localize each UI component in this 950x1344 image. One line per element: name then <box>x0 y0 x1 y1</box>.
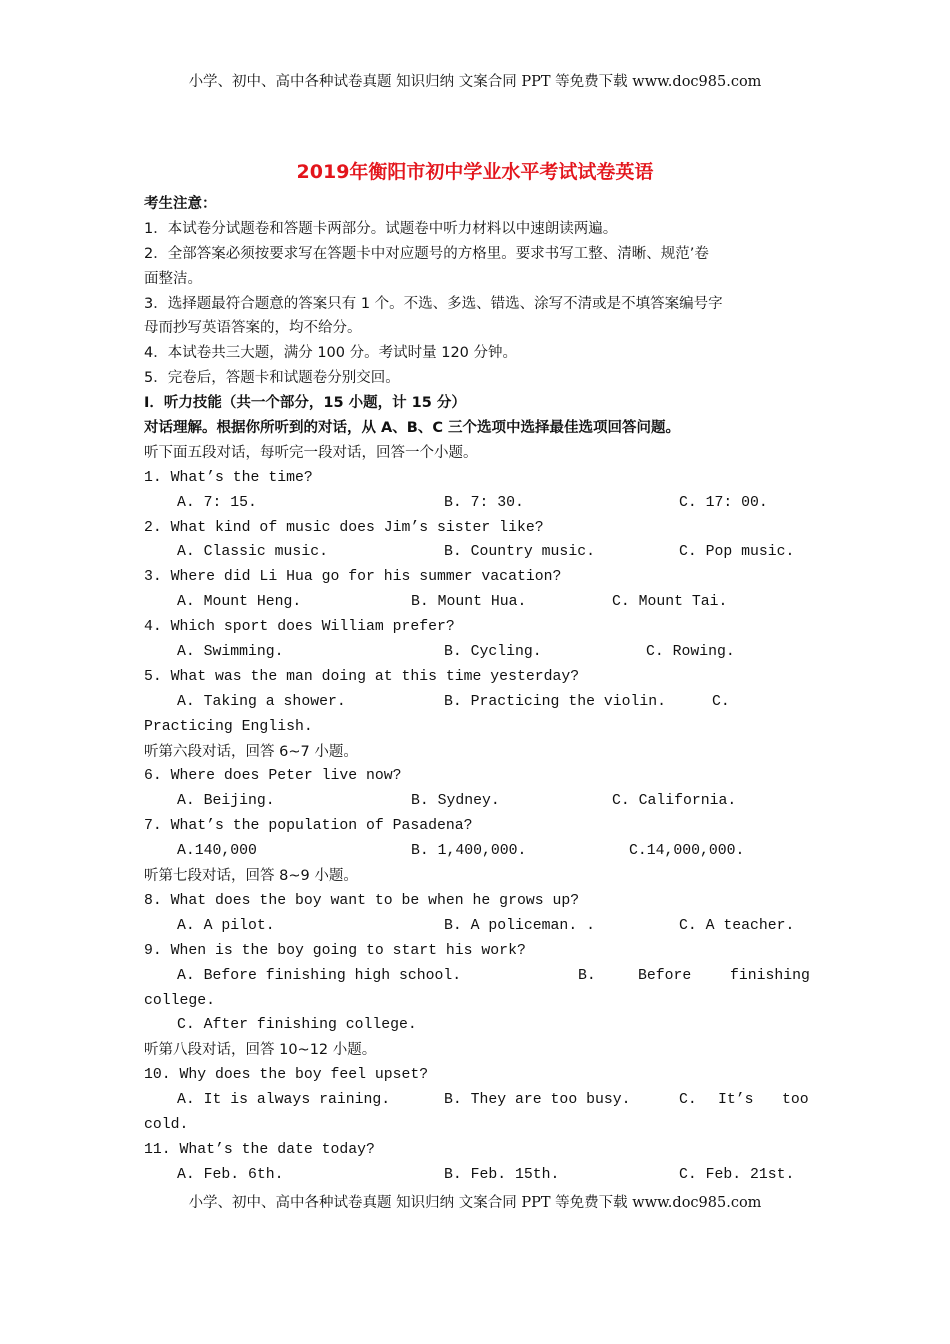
option-b: B. Feb. 15th. <box>444 1166 560 1183</box>
option-c: C. Rowing. <box>646 644 735 661</box>
options-11 <box>144 1163 812 1188</box>
notice-item-3: 3．选择题最符合题意的答案只有 1 个。不选、多选、错选、涂写不清或是不填答案编号字 <box>144 295 723 312</box>
option-c-word-2: It’s <box>718 1092 754 1109</box>
option-c: C. Feb. 21st. <box>679 1166 795 1183</box>
section-title: I．听力技能（共一个部分，15 小题，计 15 分） <box>144 395 466 412</box>
option-b: B. 7: 30. <box>444 494 524 511</box>
question-9: 9. When is the boy going to start his work? <box>144 942 526 959</box>
option-a: A. Mount Heng. <box>177 594 302 611</box>
option-b-continued: college. <box>144 992 216 1009</box>
option-a: A. Beijing. <box>177 793 275 810</box>
option-b-word-3: finishing <box>730 967 810 984</box>
option-c-word-1: C. <box>679 1092 697 1109</box>
page-footer: 小学、初中、高中各种试卷真题 知识归纳 文案合同 PPT 等免费下载 www.doc985.com <box>188 1195 762 1211</box>
option-c: C. <box>712 693 730 710</box>
notice-item-4: 4．本试卷共三大题，满分 100 分。考试时量 120 分钟。 <box>144 345 518 362</box>
question-4: 4. Which sport does William prefer? <box>144 619 455 636</box>
option-b: B. A policeman. . <box>444 917 595 934</box>
section-instruction: 对话理解。根据你所听到的对话，从 A、B、C 三个选项中选择最佳选项回答问题。 <box>144 420 681 437</box>
option-b: B. 1,400,000. <box>411 843 527 860</box>
options-5 <box>144 690 812 715</box>
option-b: B. Country music. <box>444 544 595 561</box>
option-c: C. Pop music. <box>679 544 795 561</box>
question-5: 5. What was the man doing at this time yesterday? <box>144 668 580 685</box>
option-c: C. 17: 00. <box>679 494 768 511</box>
option-c-word-3: too <box>782 1092 809 1109</box>
options-1 <box>144 491 812 516</box>
option-b: B. Mount Hua. <box>411 594 527 611</box>
options-10 <box>144 1088 812 1113</box>
question-7: 7. What’s the population of Pasadena? <box>144 818 473 835</box>
option-a: A. Feb. 6th. <box>177 1166 284 1183</box>
option-b: B. Practicing the violin. <box>444 693 666 710</box>
notice-item-1: 1．本试卷分试题卷和答题卡两部分。试题卷中听力材料以中速朗读两遍。 <box>144 220 618 237</box>
option-c: C. Mount Tai. <box>612 594 728 611</box>
option-c-continued: cold. <box>144 1116 189 1133</box>
options-7 <box>144 839 812 864</box>
sub-instruction-4: 听第八段对话，回答 10~12 小题。 <box>144 1042 377 1059</box>
option-a: A. 7: 15. <box>177 494 257 511</box>
option-b-word-2: Before <box>638 967 692 984</box>
notice-item-2-cont: 面整洁。 <box>144 270 202 287</box>
notice-item-3-cont: 母而抄写英语答案的，均不给分。 <box>144 320 362 337</box>
option-a: A. Swimming. <box>177 644 284 661</box>
option-a: A. Taking a shower. <box>177 693 346 710</box>
options-2 <box>144 540 812 565</box>
options-4 <box>144 640 812 665</box>
option-a: A. Before finishing high school. <box>177 967 462 984</box>
option-a: A. Classic music. <box>177 544 328 561</box>
option-b: B. Cycling. <box>444 644 542 661</box>
question-8: 8. What does the boy want to be when he grows up? <box>144 892 580 909</box>
exam-content <box>144 192 812 1188</box>
page-title: 2019年衡阳市初中学业水平考试试卷英语 <box>296 161 654 183</box>
notice-item-5: 5．完卷后，答题卡和试题卷分别交回。 <box>144 370 400 387</box>
option-c: C.14,000,000. <box>629 843 745 860</box>
option-c: C. After finishing college. <box>177 1017 417 1034</box>
question-11: 11. What’s the date today? <box>144 1141 375 1158</box>
question-2: 2. What kind of music does Jim’s sister like? <box>144 519 544 536</box>
sub-instruction-3: 听第七段对话，回答 8~9 小题。 <box>144 868 358 885</box>
sub-instruction-2: 听第六段对话，回答 6~7 小题。 <box>144 743 358 760</box>
option-a: A. A pilot. <box>177 917 275 934</box>
options-8 <box>144 914 812 939</box>
option-b-word-1: B. <box>578 967 596 984</box>
option-a: A.140,000 <box>177 843 257 860</box>
question-3: 3. Where did Li Hua go for his summer vacation? <box>144 569 562 586</box>
question-10: 10. Why does the boy feel upset? <box>144 1067 429 1084</box>
option-b: B. They are too busy. <box>444 1092 631 1109</box>
notice-heading: 考生注意： <box>144 196 217 212</box>
option-a: A. It is always raining. <box>177 1092 391 1109</box>
options-6 <box>144 789 812 814</box>
options-3 <box>144 590 812 615</box>
option-c: C. California. <box>612 793 737 810</box>
option-c-continued: Practicing English. <box>144 718 313 735</box>
options-9 <box>144 964 812 989</box>
page-header: 小学、初中、高中各种试卷真题 知识归纳 文案合同 PPT 等免费下载 www.doc985.com <box>188 74 762 90</box>
sub-instruction-1: 听下面五段对话，每听完一段对话，回答一个小题。 <box>144 444 478 461</box>
question-1: 1. What’s the time? <box>144 469 313 486</box>
option-c: C. A teacher. <box>679 917 795 934</box>
question-6: 6. Where does Peter live now? <box>144 768 402 785</box>
option-b: B. Sydney. <box>411 793 500 810</box>
notice-item-2: 2．全部答案必须按要求写在答题卡中对应题号的方格里。要求书写工整、清晰、规范’卷 <box>144 245 709 262</box>
